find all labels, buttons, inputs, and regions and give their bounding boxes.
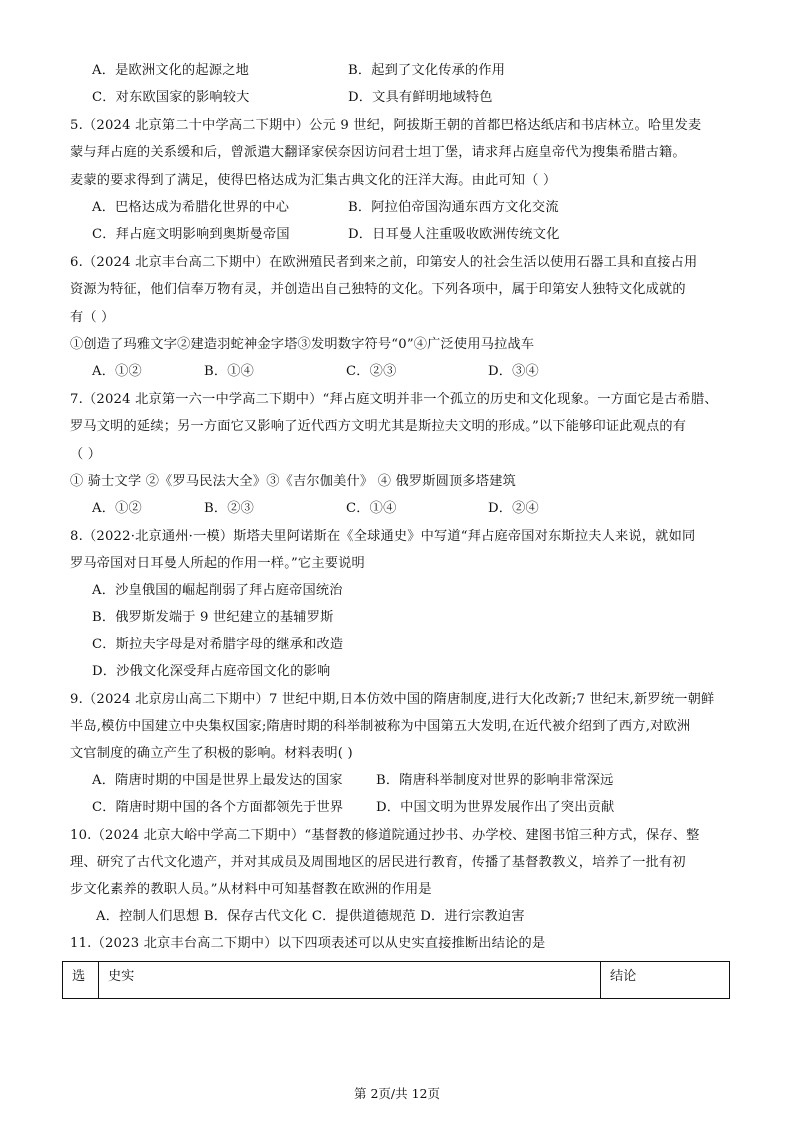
q11-header-option: 选 xyxy=(63,962,99,998)
page-footer: 第 2页/共 12页 xyxy=(353,1086,441,1101)
q7-option-b: B．②③ xyxy=(204,501,255,516)
q4-option-c: C．对东欧国家的影响较大 xyxy=(92,90,250,105)
q9-stem-line-2: 半岛,模仿中国建立中央集权国家;隋唐时期的科举制被称为中国第五大发明,在近代被介绍到了西方,对欧洲 xyxy=(70,719,691,734)
q5-stem-line-3: 麦蒙的要求得到了满足，使得巴格达成为汇集古典文化的汪洋大海。由此可知（ ） xyxy=(70,173,557,188)
q7-stem-line-2: 罗马文明的延续；另一方面它又影响了近代西方文明尤其是斯拉夫文明的形成。”以下能够印证此观点的有 xyxy=(70,419,687,434)
q9-option-a: A．隋唐时期的中国是世界上最发达的国家 xyxy=(92,773,343,788)
q11-header-fact: 史实 xyxy=(99,962,601,998)
q4-option-d: D．文具有鲜明地域特色 xyxy=(348,90,493,105)
q5-stem-line-2: 蒙与拜占庭的关系缓和后，曾派遣大翻译家侯奈因访问君士坦丁堡，请求拜占庭皇帝代为搜集希腊古籍。 xyxy=(70,145,686,160)
q9-stem-line-3: 文官制度的确立产生了积极的影响。材料表明( ) xyxy=(70,746,353,761)
q11-table xyxy=(62,961,730,999)
q6-items: ①创造了玛雅文字②建造羽蛇神金字塔③发明数字符号“0”④广泛使用马拉战车 xyxy=(70,337,535,352)
q7-stem-line-1: 7.（2024 北京第一六一中学高二下期中）“拜占庭文明并非一个孤立的历史和文化现象。一方面它是古希腊、 xyxy=(70,392,718,407)
q4-option-row-1 xyxy=(92,62,506,80)
q7-option-row xyxy=(92,500,539,518)
q6-option-a: A．①② xyxy=(92,364,142,379)
q10-stem-line-3: 步文化素养的教职人员。”从材料中可知基督教在欧洲的作用是 xyxy=(70,882,432,897)
q5-option-row-2 xyxy=(92,226,560,244)
q10-options: A．控制人们思想 B．保存古代文化 C．提供道德规范 D．进行宗教迫害 xyxy=(96,909,525,924)
q5-option-row-1 xyxy=(92,199,559,217)
q7-option-a: A．①② xyxy=(92,501,142,516)
q5-option-d: D．日耳曼人注重吸收欧洲传统文化 xyxy=(348,227,560,242)
q6-option-row xyxy=(92,363,539,381)
q9-option-d: D．中国文明为世界发展作出了突出贡献 xyxy=(376,800,615,815)
q6-stem-line-3: 有（ ） xyxy=(70,310,115,325)
q8-option-d: D．沙俄文化深受拜占庭帝国文化的影响 xyxy=(92,664,331,679)
q9-option-row-2 xyxy=(92,799,615,817)
q5-stem-line-1: 5.（2024 北京第二十中学高二下期中）公元 9 世纪，阿拔斯王朝的首都巴格达纸店和书店林立。哈里发麦 xyxy=(70,118,702,133)
q9-option-row-1 xyxy=(92,772,614,790)
q6-option-c: C．②③ xyxy=(346,364,397,379)
q6-stem-line-2: 资源为特征，他们信奉万物有灵，并创造出自己独特的文化。下列各项中，属于印第安人独特文化成就的 xyxy=(70,282,686,297)
q6-option-d: D．③④ xyxy=(488,364,539,379)
q9-stem-line-1: 9.（2024 北京房山高二下期中）7 世纪中期,日本仿效中国的隋唐制度,进行大化改新;7 世纪末,新罗统一朝鲜 xyxy=(70,692,715,707)
q8-option-a: A．沙皇俄国的崛起削弱了拜占庭帝国统治 xyxy=(92,583,343,598)
q7-items: ① 骑士文学 ②《罗马民法大全》③《吉尔伽美什》 ④ 俄罗斯圆顶多塔建筑 xyxy=(70,474,516,489)
q9-option-b: B．隋唐科举制度对世界的影响非常深远 xyxy=(376,773,614,788)
q9-option-c: C．隋唐时期中国的各个方面都领先于世界 xyxy=(92,800,344,815)
q10-stem-line-2: 理、研究了古代文化遗产，并对其成员及周围地区的居民进行教育，传播了基督教教义，培养了一批有初 xyxy=(70,855,686,870)
q4-option-row-2 xyxy=(92,89,493,107)
q4-option-b: B．起到了文化传承的作用 xyxy=(348,63,506,78)
q7-option-d: D．②④ xyxy=(488,501,539,516)
q10-stem-line-1: 10.（2024 北京大峪中学高二下期中）“基督教的修道院通过抄书、办学校、建图书馆三种方式，保存、整 xyxy=(70,828,700,843)
q8-stem-line-2: 罗马帝国对日耳曼人所起的作用一样。”它主要说明 xyxy=(70,556,365,571)
q6-option-b: B．①④ xyxy=(204,364,255,379)
q4-option-a: A．是欧洲文化的起源之地 xyxy=(92,63,249,78)
q8-option-c: C．斯拉夫字母是对希腊字母的继承和改造 xyxy=(92,637,344,652)
q6-stem-line-1: 6.（2024 北京丰台高二下期中）在欧洲殖民者到来之前，印第安人的社会生活以使用石器工具和直接占用 xyxy=(70,255,698,270)
q11-stem-line-1: 11.（2023 北京丰台高二下期中）以下四项表述可以从史实直接推断出结论的是 xyxy=(70,936,546,951)
q8-option-b: B．俄罗斯发端于 9 世纪建立的基辅罗斯 xyxy=(92,610,334,625)
q5-option-c: C．拜占庭文明影响到奥斯曼帝国 xyxy=(92,227,290,242)
q5-option-b: B．阿拉伯帝国沟通东西方文化交流 xyxy=(348,200,559,215)
q7-stem-line-3: （ ） xyxy=(70,447,102,462)
q11-header-conclusion: 结论 xyxy=(610,969,637,984)
q5-option-a: A．巴格达成为希腊化世界的中心 xyxy=(92,200,290,215)
q7-option-c: C．①④ xyxy=(346,501,397,516)
q8-stem-line-1: 8.（2022·北京通州·一模）斯塔夫里阿诺斯在《全球通史》中写道“拜占庭帝国对东斯拉夫人来说，就如同 xyxy=(70,529,696,544)
